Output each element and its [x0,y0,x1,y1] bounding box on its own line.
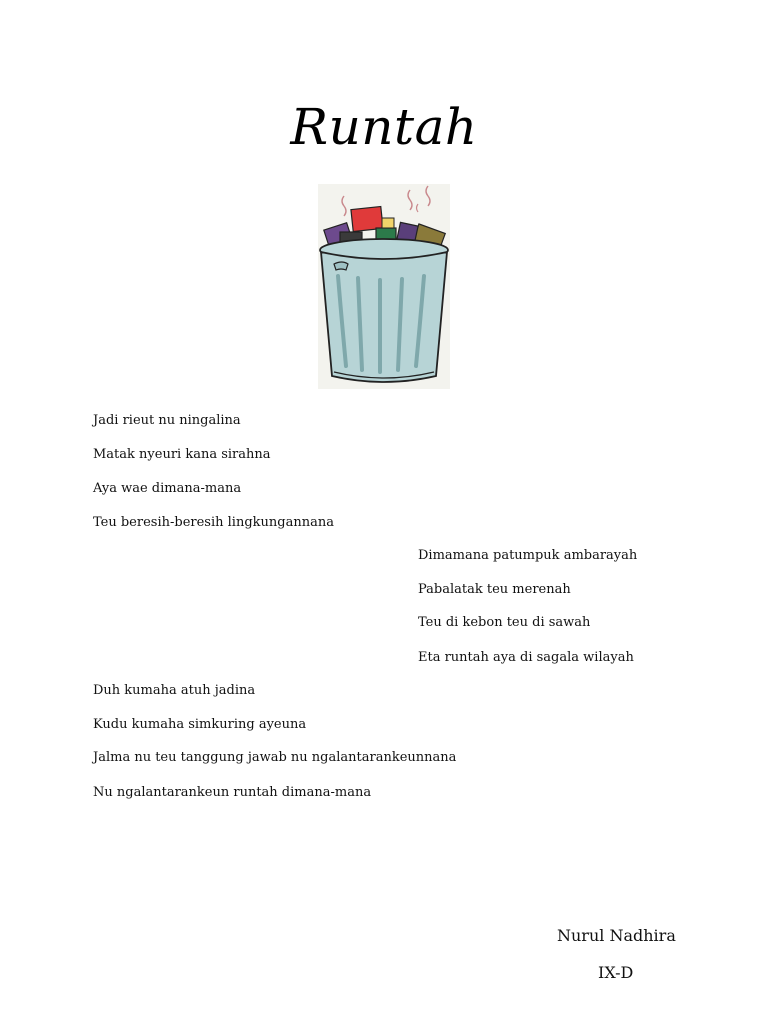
trash-can-icon [318,184,450,389]
poem-line: Dimamana patumpuk ambarayah [418,548,638,563]
poem-line: Duh kumaha atuh jadina [93,683,256,698]
poem-line: Jalma nu teu tanggung jawab nu ngalantarankeunnana [93,750,457,765]
poem-line: Aya wae dimana-mana [93,481,242,496]
poem-line: Matak nyeuri kana sirahna [93,447,271,462]
author-class: IX-D [598,963,634,982]
poem-line: Eta runtah aya di sagala wilayah [418,650,634,665]
poem-line: Pabalatak teu merenah [418,582,571,597]
poem-line: Kudu kumaha simkuring ayeuna [93,717,307,732]
poem-line: Teu beresih-beresih lingkungannana [93,515,334,530]
poem-line: Teu di kebon teu di sawah [418,615,591,630]
author-name: Nurul Nadhira [557,926,676,945]
poem-line: Nu ngalantarankeun runtah dimana-mana [93,785,372,800]
poem-line: Jadi rieut nu ningalina [93,413,241,428]
poem-title: Runtah [290,98,478,156]
